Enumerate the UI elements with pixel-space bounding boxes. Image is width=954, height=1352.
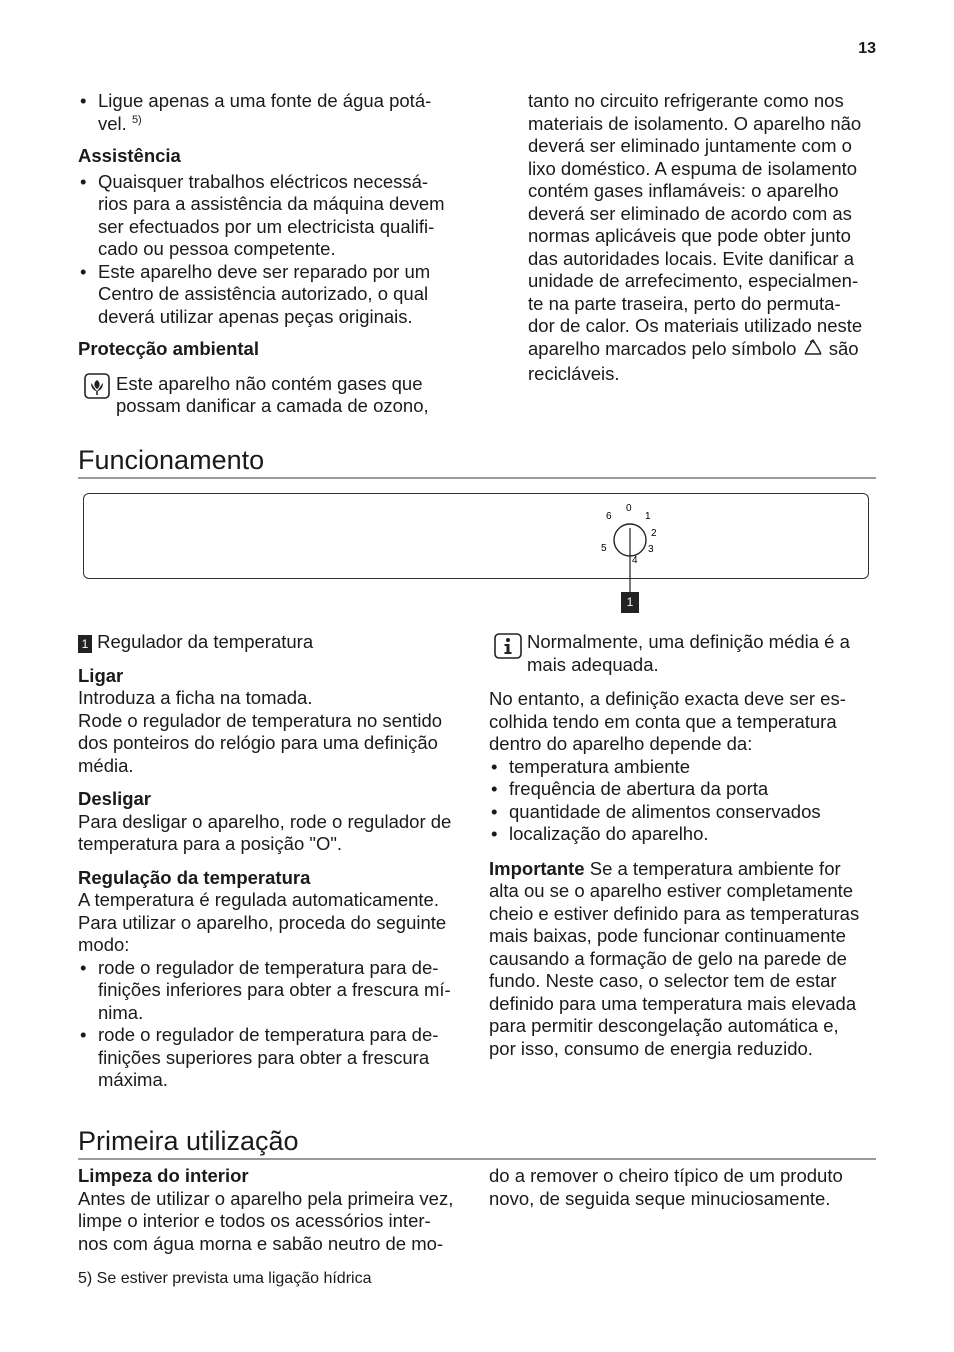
text-line: ser efectuados por um electricista qualifi- bbox=[98, 215, 435, 237]
ambiental-heading: Protecção ambiental bbox=[78, 338, 259, 359]
section-divider bbox=[78, 1158, 876, 1160]
disposal-last-line bbox=[528, 338, 888, 364]
text-line: causando a formação de gelo na parede de bbox=[489, 947, 847, 969]
list-item: • localização do aparelho. bbox=[489, 823, 881, 846]
text-line: possam danificar a camada de ozono, bbox=[116, 395, 429, 416]
text-line: No entanto, a definição exacta deve ser es- bbox=[489, 688, 846, 709]
important-text bbox=[489, 880, 881, 1060]
ambiental-text bbox=[116, 373, 468, 418]
text-line: • Este aparelho deve ser reparado por um bbox=[98, 260, 431, 282]
text-line: são bbox=[828, 337, 859, 359]
page-number: 13 bbox=[858, 40, 876, 57]
text-line: materiais de isolamento. O aparelho não bbox=[528, 112, 862, 134]
ligar-heading: Ligar bbox=[78, 664, 124, 686]
legend-text: Regulador da temperatura bbox=[97, 631, 314, 652]
limpeza-text-cont bbox=[489, 1165, 881, 1210]
text-line: nima. bbox=[98, 1001, 144, 1023]
text-line: finições superiores para obter a frescura bbox=[98, 1046, 430, 1068]
text-line: limpe o interior e todos os acessórios inter- bbox=[78, 1210, 431, 1231]
text-line: deverá ser eliminado juntamente com o bbox=[528, 135, 852, 156]
ligar-text bbox=[78, 687, 470, 777]
text-line: unidade de arrefecimento, especialmen- bbox=[528, 270, 859, 291]
top-right-column bbox=[528, 90, 888, 386]
footnote-ref: 5) bbox=[131, 113, 142, 126]
text-line: Para utilizar o aparelho, proceda do seguinte bbox=[78, 911, 447, 933]
intro-text bbox=[489, 688, 881, 756]
dial-label: 3 bbox=[648, 544, 654, 555]
important-paragraph bbox=[489, 858, 881, 1061]
dial-label: 1 bbox=[645, 511, 651, 522]
bullet-line: vel. bbox=[98, 112, 127, 134]
text-line: Se a temperatura ambiente for bbox=[589, 857, 841, 879]
text-line: Rode o regulador de temperatura no sentido bbox=[78, 709, 443, 731]
regulacao-text bbox=[78, 889, 470, 957]
list-item: • temperatura ambiente bbox=[489, 756, 881, 779]
list-item: • quantidade de alimentos conservados bbox=[489, 801, 881, 824]
right-column bbox=[489, 631, 881, 1060]
assistencia-list bbox=[78, 171, 468, 329]
primeira-left bbox=[78, 1165, 470, 1255]
text-line: por isso, consumo de energia reduzido. bbox=[489, 1037, 813, 1059]
dial-label: 0 bbox=[626, 503, 632, 514]
section-title-funcionamento: Funcionamento bbox=[78, 445, 265, 475]
text-line: tanto no circuito refrigerante como nos bbox=[528, 90, 844, 111]
text-line: contém gases inflamáveis: o aparelho bbox=[528, 180, 839, 201]
text-line: do a remover o cheiro típico de um produto bbox=[489, 1165, 843, 1186]
text-line: normas aplicáveis que pode obter junto bbox=[528, 225, 851, 246]
text-line: aparelho marcados pelo símbolo bbox=[528, 337, 797, 359]
list-item bbox=[78, 90, 468, 135]
dial-label: 2 bbox=[651, 528, 657, 539]
text-line: Centro de assistência autorizado, o qual bbox=[98, 283, 429, 304]
text-line: A temperatura é regulada automaticamente. bbox=[78, 889, 439, 910]
text-line: temperatura para a posição "O". bbox=[78, 833, 343, 854]
text-line: Para desligar o aparelho, rode o regulador de bbox=[78, 810, 452, 832]
recycle-icon bbox=[802, 338, 824, 364]
text-line: Este aparelho não contém gases que bbox=[116, 372, 423, 394]
callout-badge: 1 bbox=[621, 592, 639, 613]
dial-label: 4 bbox=[632, 555, 638, 566]
text-line: nos com água morna e sabão neutro de mo- bbox=[78, 1232, 444, 1254]
text-line: • rode o regulador de temperatura para de- bbox=[98, 1024, 439, 1045]
regulacao-heading: Regulação da temperatura bbox=[78, 866, 311, 888]
important-label: Importante bbox=[489, 857, 585, 879]
text-line: novo, de seguida seque minuciosamente. bbox=[489, 1187, 831, 1209]
dependency-list bbox=[489, 756, 881, 846]
text-line: Introduza a ficha na tomada. bbox=[78, 687, 313, 708]
desligar-heading: Desligar bbox=[78, 788, 152, 809]
section-divider bbox=[78, 477, 876, 479]
primeira-right bbox=[489, 1165, 881, 1210]
desligar-text bbox=[78, 811, 470, 856]
text-line: dentro do aparelho depende da: bbox=[489, 733, 753, 754]
list-item bbox=[78, 957, 470, 1025]
text-line: dos ponteiros do relógio para uma definição bbox=[78, 732, 438, 753]
text-line: cado ou pessoa competente. bbox=[98, 238, 336, 259]
footnote: 5) Se estiver prevista uma ligação hídrica bbox=[78, 1270, 372, 1287]
bullet-line: • Ligue apenas a uma fonte de água potá- bbox=[98, 90, 432, 111]
legend-row bbox=[78, 631, 470, 654]
dial-label: 6 bbox=[606, 511, 612, 522]
text-line: definido para uma temperatura mais elevada bbox=[489, 992, 857, 1014]
limpeza-text bbox=[78, 1188, 470, 1256]
text-line: mais baixas, pode funcionar continuamente bbox=[489, 925, 846, 946]
text-line: deverá utilizar apenas peças originais. bbox=[98, 305, 413, 327]
text-line: colhida tendo em conta que a temperatura bbox=[489, 710, 837, 732]
text-line: te na parte traseira, perto do permuta- bbox=[528, 292, 841, 314]
text-line: mais adequada. bbox=[527, 653, 659, 675]
text-line: lixo doméstico. A espuma de isolamento bbox=[528, 157, 858, 179]
list-item: • frequência de abertura da porta bbox=[489, 778, 881, 801]
text-line: média. bbox=[78, 754, 134, 776]
info-note bbox=[489, 631, 881, 676]
text-line: cheio e estiver definido para as temperaturas bbox=[489, 902, 860, 924]
text-line: recicláveis. bbox=[528, 363, 620, 384]
info-icon bbox=[489, 631, 527, 676]
info-text bbox=[527, 631, 881, 676]
text-line: finições inferiores para obter a frescura mí- bbox=[98, 979, 451, 1000]
text-line: fundo. Neste caso, o selector tem de estar bbox=[489, 970, 837, 991]
text-line: Antes de utilizar o aparelho pela primeira vez, bbox=[78, 1187, 454, 1209]
section-title-primeira: Primeira utilização bbox=[78, 1126, 299, 1156]
text-line: rios para a assistência da máquina devem bbox=[98, 193, 445, 214]
regulacao-list bbox=[78, 957, 470, 1092]
text-line: modo: bbox=[78, 934, 130, 955]
top-left-column bbox=[78, 90, 468, 418]
legend-badge: 1 bbox=[78, 635, 92, 653]
disposal-text bbox=[528, 90, 888, 338]
control-panel-illustration bbox=[83, 493, 869, 579]
text-line: máxima. bbox=[98, 1069, 168, 1090]
text-line: dor de calor. Os materiais utilizado neste bbox=[528, 315, 863, 336]
text-line: Normalmente, uma definição média é a bbox=[527, 631, 850, 652]
list-item bbox=[78, 1024, 470, 1092]
text-line: • rode o regulador de temperatura para de- bbox=[98, 956, 439, 978]
assistencia-heading: Assistência bbox=[78, 145, 181, 166]
text-line: alta ou se o aparelho estiver completamente bbox=[489, 880, 854, 901]
potable-water-list bbox=[78, 90, 468, 135]
limpeza-heading: Limpeza do interior bbox=[78, 1165, 249, 1186]
text-line: • Quaisquer trabalhos eléctricos necessá- bbox=[98, 170, 429, 192]
text-line: das autoridades locais. Evite danificar a bbox=[528, 247, 854, 269]
list-item bbox=[78, 171, 468, 261]
ambiental-note bbox=[78, 373, 468, 418]
text-line: para permitir descongelação automática e, bbox=[489, 1015, 839, 1036]
list-item bbox=[78, 261, 468, 329]
dial-label: 5 bbox=[601, 543, 607, 554]
ozone-icon bbox=[78, 373, 116, 418]
left-column bbox=[78, 631, 470, 1092]
text-line: deverá ser eliminado de acordo com as bbox=[528, 202, 852, 224]
